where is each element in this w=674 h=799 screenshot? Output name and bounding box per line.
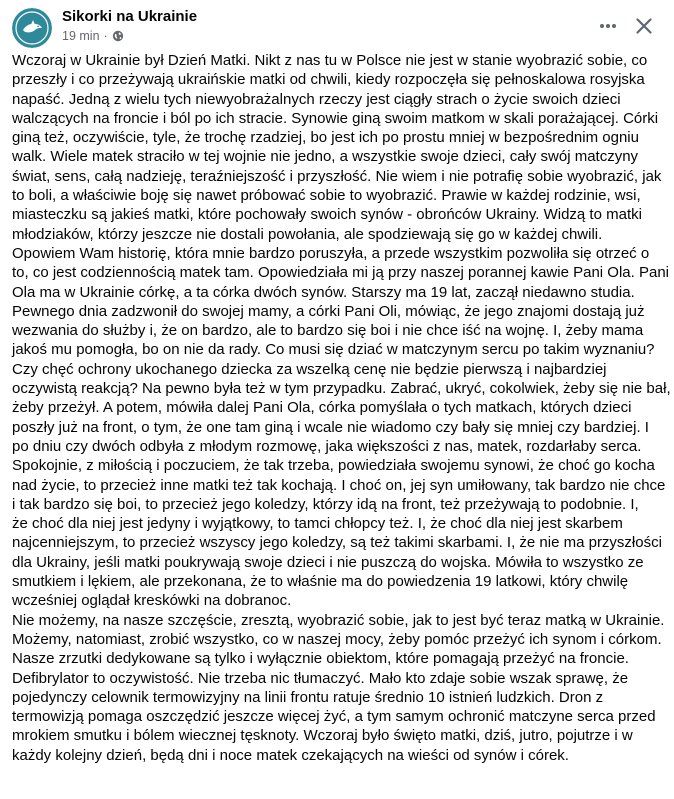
post-text-line: żeby przeżył. A potem, mówiła dalej Pani Ola, córka pomyślała o tych matkach, których dzieci xyxy=(12,399,632,417)
globe-icon xyxy=(112,30,124,42)
post-text-line: Defibrylator to oczywistość. Nie trzeba nic tłumaczyć. Mało kto zdaje sobie wszak sprawę, że xyxy=(12,669,629,687)
post-text-line: smutkiem i lękiem, ale przekonana, że to właśnie ma do powiedzenia 19 latkowi, który chwilę xyxy=(12,573,629,591)
post-text-line: najcenniejszym, to przecież wszyscy jego koledzy, są też takimi skarbami. I, że nie ma przyszłości xyxy=(12,534,662,552)
post-text-line: nad życie, to przecież inne matki też tak kochają. I choć on, jej syn umiłowany, tak bardzo nie chce xyxy=(12,476,666,494)
post-text-line: giną też, oczywiście, tyle, że trochę rzadziej, bo jest ich po prostu mniej w bezpośrednim ogniu xyxy=(12,129,639,147)
post-text-line: poszły już na front, o tym, że one tam giną i wcale nie wiadomo czy bały się mniej czy bardziej. I xyxy=(12,418,649,436)
more-horizontal-icon xyxy=(598,16,618,36)
post-text-line: mrokiem smutku i bólem wiecznej tęsknoty. Wczoraj było święto matki, dziś, jutro, pojutrze i w xyxy=(12,727,633,745)
post-text-line: Czy chęć ochrony ukochanego dziecka za wszelką cenę nie będzie pierwszą i najbardziej xyxy=(12,360,607,378)
post-text-line: Wczoraj w Ukrainie był Dzień Matki. Nikt z nas tu w Polsce nie jest w stanie wyobrazić sobie, co xyxy=(12,52,648,69)
post-text-line: każdy kolejny dzień, będą dni i noce matek czekających na wieści od synów i córek. xyxy=(12,746,569,764)
meta-separator: · xyxy=(103,29,108,43)
post-text-line: walczących na froncie i ból po ich stracie. Synowie giną swoim matkom w skali porażającej. Córki xyxy=(12,109,659,127)
post-text-line: dla Ukrainy, jeśli matki poukrywają swoje dzieci i nie puszczą do wojska. Mówiła to wszystko ze xyxy=(12,553,644,571)
post-text-line: wcześniej oglądał kreskówki na dobranoc. xyxy=(12,592,292,610)
post-text-line: napaść. Jedną z wielu tych niewyobrażalnych rzeczy jest ciągły strach o życie swoich dzieci xyxy=(12,90,621,108)
post-text-line: wezwania do służby i, że on bardzo, ale to bardzo się boi i nie chce iść na wojnę. I, żeby mama xyxy=(12,322,644,340)
post-body xyxy=(12,51,671,765)
page-avatar[interactable] xyxy=(12,8,52,48)
post-text-line: termowizją pomaga oszczędzić jeszcze więcej żyć, a tym samym ochronić matczyne serca przed xyxy=(12,708,656,726)
post-text-line: Opowiem Wam historię, która mnie bardzo poruszyła, a przede wszystkim pozwoliła się otrzeć o xyxy=(12,244,650,262)
page-logo-bird-icon xyxy=(12,8,52,48)
post-text-line: pojedynczy celownik termowizyjny na linii frontu ratuje średnio 10 istnień ludzkich. Dron z xyxy=(12,688,604,706)
post-text-line: młodziaków, którzy jeszcze nie dostali powołania, ale spodziewają się go w każdej chwili. xyxy=(12,225,603,243)
post-text-line: miasteczku są jakieś matki, które pochowały swoich synów - obrońców Ukrainy. Widzą to matki xyxy=(12,206,642,224)
page-name[interactable]: Sikorki na Ukrainie xyxy=(62,8,198,25)
post-text-line: Nasze zrzutki dedykowane są tylko i wyłącznie obiektom, które pomagają przeżyć na froncie. xyxy=(12,650,629,668)
post-time[interactable]: 19 min xyxy=(62,29,100,43)
post-text-line: oczywistą reakcją? Na pewno była też w tym przypadku. Zabrać, ukryć, cokolwiek, żeby się nie bał, xyxy=(12,380,671,398)
post-text-line: Możemy, natomiast, zrobić wszystko, co w naszej mocy, żeby pomóc przeżyć ich synom i córkom. xyxy=(12,630,662,648)
post-text-line: Spokojnie, z miłością i poczuciem, że tak trzeba, powiedziała swojemu synowi, że choć go kocha xyxy=(12,457,655,475)
post-text-line: jakoś mu pomogła, bo on nie da rady. Co musi się dziać w matczynym sercu po takim wyznaniu? xyxy=(12,341,655,359)
post-header xyxy=(0,0,674,52)
post-text-line: to boli, a właściwie boję się nawet próbować sobie to wyobrazić. Prawie w każdej rodzinie, wsi, xyxy=(12,187,641,205)
post-text-line: to, co jest codziennością matek tam. Opowiedziała mi ją przy naszej porannej kawie Pani Ola. Pani xyxy=(12,264,669,282)
post-text-line: przeszły i co przeżywają ukraińskie matki od chwili, kiedy rozpoczęła się pełnoskalowa rosyjska xyxy=(12,71,645,89)
post-text-line: Nie możemy, na nasze szczęście, zresztą, wyobrazić sobie, jak to jest być teraz matką w Ukrainie. xyxy=(12,611,665,629)
post-text-line: i tak bardzo się boi, to przecież jego koledzy, którzy idą na front, też przeżywają to podobnie. I, xyxy=(12,495,639,513)
post-text-line: Pewnego dnia zadzwonił do swojej mamy, a córki Pani Oli, mówiąc, że jego znajomi dostają już xyxy=(12,302,645,320)
post-meta xyxy=(62,28,124,44)
more-options-button[interactable] xyxy=(590,8,626,44)
post-text-line: że choć dla niej jest jedyny i wyjątkowy, to tamci chłopcy też. I, że choć dla niej jest skarbem xyxy=(12,515,623,533)
post-text-line: walk. Wiele matek straciło w tej wojnie nie jedno, a wszystkie swoje dzieci, cały swój matczyny xyxy=(12,148,639,166)
close-icon xyxy=(634,16,654,36)
post-text-line: Ola ma w Ukrainie córkę, a ta córka dwóch synów. Starszy ma 19 lat, zaczął niedawno studia. xyxy=(12,283,635,301)
post-text-line: świat, sens, całą nadzieję, teraźniejszość i przyszłość. Nie wiem i nie potrafię sobie wyobrazić, jak xyxy=(12,167,662,185)
close-button[interactable] xyxy=(626,8,662,44)
post-text-line: po dniu czy dwóch odbyła z młodym rozmowę, jaka większości z nas, matek, rozdarłaby serca. xyxy=(12,437,642,455)
